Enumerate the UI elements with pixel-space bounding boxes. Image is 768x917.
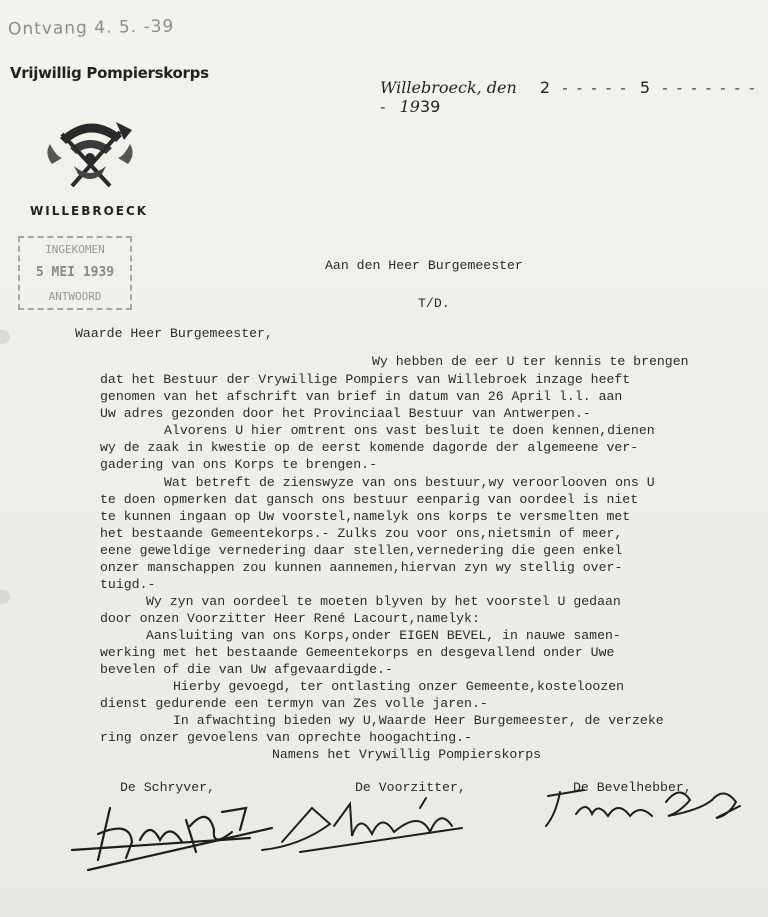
stamp-line-date: 5 MEI 1939	[35, 265, 115, 281]
date-place: Willebroeck, den	[380, 78, 517, 97]
body-line: door onzen Voorzitter Heer René Lacourt,namelyk:	[100, 611, 480, 626]
body-line: ring onzer gevoelens van oprechte hoogachting.-	[100, 730, 472, 745]
punch-hole	[0, 590, 10, 604]
received-stamp	[18, 236, 132, 310]
date-day: 2	[539, 78, 551, 97]
organization-name: Vrijwillig Pompierskorps	[10, 64, 209, 82]
body-line: Alvorens U hier omtrent ons vast besluit te doen kennen,dienen	[164, 423, 655, 438]
stamp-line-bottom: ANTWOORD	[48, 290, 102, 304]
body-line: werking met het bestaande Gemeentekorps en desgevallend onder Uwe	[100, 645, 615, 660]
recipient-line: Aan den Heer Burgemeester	[325, 258, 523, 273]
fire-brigade-emblem-icon	[40, 108, 140, 196]
body-line: het bestaande Gemeentekorps.- Zulks zou voor ons,nietsmin of meer,	[100, 526, 623, 541]
body-line: Hierby gevoegd, ter ontlasting onzer Gemeente,kosteloozen	[173, 679, 625, 694]
date-year-prefix: 19	[399, 97, 420, 116]
date-dash: - - - - -	[555, 78, 635, 97]
body-line: genomen van het afschrift van brief in datum van 26 April l.l. aan	[100, 389, 623, 404]
date-month: 5	[639, 78, 651, 97]
body-line: Wy zyn van oordeel te moeten blyven by het voorstel U gedaan	[146, 594, 621, 609]
body-line: wy de zaak in kwestie op de eerst komende dagorde der algemeene ver-	[100, 440, 639, 455]
body-line: bevelen of die van Uw afgevaardigde.-	[100, 662, 393, 677]
body-line: dienst gedurende een termyn van Zes volle jaren.-	[100, 696, 488, 711]
dateline	[380, 78, 768, 116]
body-line: Wy hebben de eer U ter kennis te brengen	[372, 354, 689, 369]
body-line: tuigd.-	[100, 577, 156, 592]
body-line: In afwachting bieden wy U,Waarde Heer Burgemeester, de verzeke	[173, 713, 664, 728]
body-line: Uw adres gezonden door het Provinciaal Bestuur van Antwerpen.-	[100, 406, 591, 421]
pencil-annotation: Ontvang 4. 5. -39	[7, 16, 175, 40]
signatory-commander: De Bevelhebber,	[573, 780, 692, 795]
signatory-chairman: De Voorzitter,	[355, 780, 466, 795]
body-line: gadering van ons Korps te brengen.-	[100, 457, 377, 472]
body-line: te kunnen ingaan op Uw voorstel,namelyk ons korps te versmelten met	[100, 509, 631, 524]
body-line: onzer manschappen zou kunnen aannemen,hiervan zyn wy stellig over-	[100, 560, 623, 575]
salutation: Waarde Heer Burgemeester,	[75, 326, 273, 341]
signature-chairman-icon	[262, 798, 462, 852]
punch-hole	[0, 330, 10, 344]
recipient-line: T/D.	[418, 296, 450, 311]
body-line: Namens het Vrywillig Pompierskorps	[272, 747, 542, 762]
body-line: te doen opmerken dat gansch ons bestuur eenparig van oordeel is niet	[100, 492, 639, 507]
body-line: Wat betreft de zienswyze van ons bestuur,wy veroorlooven ons U	[164, 475, 655, 490]
stamp-line-top: INGEKOMEN	[45, 242, 105, 256]
body-line: eene geweldige vernedering daar stellen,vernedering die geen enkel	[100, 543, 623, 558]
body-line: dat het Bestuur der Vrywillige Pompiers van Willebroek inzage heeft	[100, 372, 631, 387]
body-line: Aansluiting van ons Korps,onder EIGEN BEVEL, in nauwe samen-	[146, 628, 621, 643]
date-dash: - - - - - - - -	[380, 78, 757, 116]
letterhead-town: WILLEBROECK	[30, 204, 149, 218]
signatory-secretary: De Schryver,	[120, 780, 215, 795]
signature-secretary-icon	[72, 808, 272, 870]
date-year-suffix: 39	[419, 97, 441, 116]
